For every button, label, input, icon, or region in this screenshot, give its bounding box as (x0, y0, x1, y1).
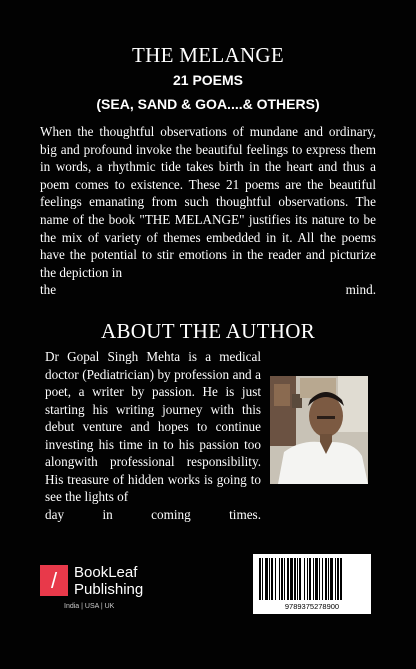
about-author-heading: ABOUT THE AUTHOR (100, 319, 316, 343)
isbn-number: 9789375278900 (284, 602, 340, 611)
book-title: THE MELANGE (131, 43, 285, 67)
author-bio-text: Dr Gopal Singh Mehta is a medical doctor (Pediatrician) by profession and a poet, a writer by passion. He is just starting his writing journey with this debut venture and hopes to continue investing his time in to his passion too alongwith professional responsibility. His treasure of hidden works is going to see the lights of (45, 349, 261, 504)
author-photo (270, 376, 368, 484)
author-bio-last-line: day in coming times. (45, 506, 261, 522)
isbn-barcode (253, 554, 371, 614)
author-bio (45, 348, 261, 523)
book-subtitle: 21 POEMS (172, 72, 244, 88)
blurb-last-line: the mind. (40, 282, 376, 298)
publisher-name (74, 564, 143, 598)
publisher-name-line2: Publishing (74, 581, 144, 598)
book-subtitle-detail: (SEA, SAND & GOA....& OTHERS) (96, 96, 320, 112)
book-blurb (40, 123, 376, 299)
publisher-regions: India | USA | UK (64, 603, 115, 610)
blurb-text: When the thoughtful observations of mundane and ordinary, big and profound invoke the beautiful feelings to express them in words, a rhythmic tide takes birth in the heart and thus a poem comes to existence. These 21 poems are the beautiful feelings emanating from such thoughtful observations. The name of the book "THE MELANGE" justifies its nature to be the mix of variety of themes embedded in it. All the poems have the potential to stir emotions in the reader and picturize the depiction in (40, 124, 376, 280)
publisher-mark: / (40, 565, 68, 596)
publisher-name-line1: BookLeaf (74, 564, 138, 581)
barcode-bars (253, 554, 371, 602)
